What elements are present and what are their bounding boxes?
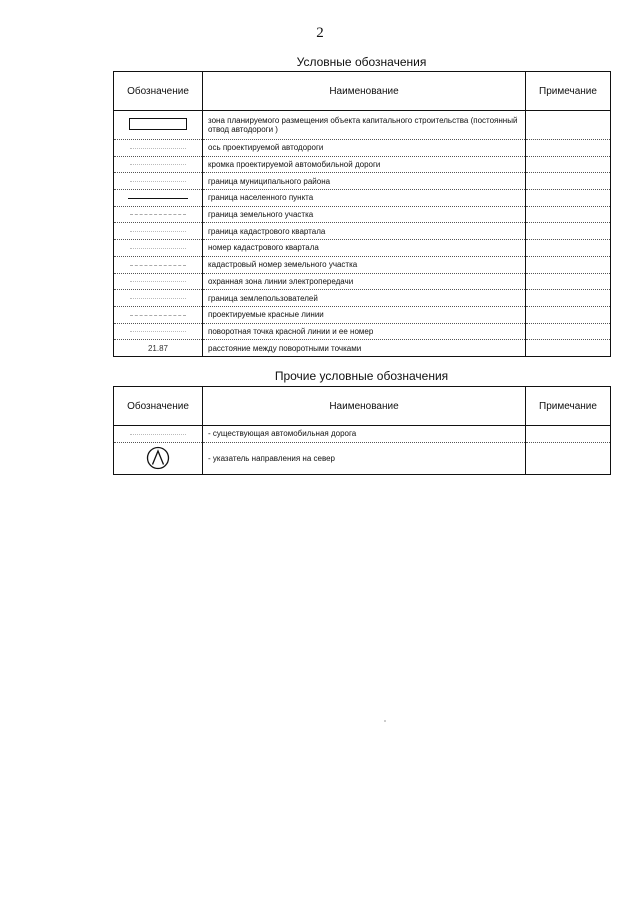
table-row: [114, 156, 611, 173]
name-cell: ось проектируемой автодороги: [203, 140, 526, 157]
name-cell: кромка проектируемой автомобильной дороги: [203, 156, 526, 173]
symbol-cell: [114, 223, 203, 240]
symbol-cell: [114, 306, 203, 323]
note-cell: [526, 223, 611, 240]
note-column-header: Примечание: [526, 387, 611, 426]
name-cell: зона планируемого размещения объекта капитального строительства (постоянный отвод автодороги ): [203, 111, 526, 140]
symbol-cell: [114, 340, 203, 357]
note-cell: [526, 156, 611, 173]
turning-point-icon: [130, 331, 186, 332]
name-cell: охранная зона линии электропередачи: [203, 273, 526, 290]
other-legend-table: [113, 386, 611, 475]
note-cell: [526, 111, 611, 140]
land-plot-border-icon: [130, 214, 186, 215]
note-cell: [526, 340, 611, 357]
north-arrow-icon: [146, 446, 170, 470]
table-row: [114, 426, 611, 443]
symbol-cell: [114, 240, 203, 257]
table-row: [114, 240, 611, 257]
name-cell: - указатель направления на север: [203, 442, 526, 474]
table-row: [114, 306, 611, 323]
name-cell: поворотная точка красной линии и ее номер: [203, 323, 526, 340]
symbol-cell: [114, 273, 203, 290]
table-row: [114, 140, 611, 157]
scan-speck: [384, 720, 386, 722]
note-cell: [526, 206, 611, 223]
name-cell: граница муниципального района: [203, 173, 526, 190]
note-cell: [526, 273, 611, 290]
table-row: [114, 111, 611, 140]
symbol-cell: [114, 111, 203, 140]
distance-value: 21.87: [147, 343, 169, 353]
name-cell: граница землепользователей: [203, 290, 526, 307]
page-number: 2: [316, 25, 324, 41]
name-cell: расстояние между поворотными точками: [203, 340, 526, 357]
name-cell: граница населенного пункта: [203, 190, 526, 207]
red-line-icon: [130, 315, 186, 316]
note-cell: [526, 256, 611, 273]
table-row: [114, 206, 611, 223]
table-row: [114, 290, 611, 307]
symbol-column-header: Обозначение: [114, 72, 203, 111]
name-cell: номер кадастрового квартала: [203, 240, 526, 257]
note-cell: [526, 290, 611, 307]
symbol-cell: [114, 156, 203, 173]
symbol-cell: [114, 173, 203, 190]
table-row: [114, 256, 611, 273]
note-column-header: Примечание: [526, 72, 611, 111]
land-user-border-icon: [130, 298, 186, 299]
name-cell: проектируемые красные линии: [203, 306, 526, 323]
note-cell: [526, 140, 611, 157]
settlement-border-icon: [128, 198, 188, 199]
name-column-header: Наименование: [203, 72, 526, 111]
name-cell: - существующая автомобильная дорога: [203, 426, 526, 443]
existing-road-icon: [130, 434, 186, 435]
note-cell: [526, 190, 611, 207]
power-line-zone-icon: [130, 281, 186, 282]
edge-line-icon: [130, 164, 186, 165]
symbol-cell: [114, 290, 203, 307]
note-cell: [526, 173, 611, 190]
symbol-cell: [114, 442, 203, 474]
name-column-header: Наименование: [203, 387, 526, 426]
legend-title: Условные обозначения: [296, 55, 427, 69]
cadastral-block-number-icon: [130, 248, 186, 249]
hatched-rect-icon: [129, 118, 187, 130]
symbol-cell: [114, 426, 203, 443]
symbol-cell: [114, 256, 203, 273]
legend-header-row: [114, 72, 611, 111]
note-cell: [526, 323, 611, 340]
table-row: [114, 223, 611, 240]
symbol-cell: [114, 190, 203, 207]
name-cell: граница земельного участка: [203, 206, 526, 223]
note-cell: [526, 426, 611, 443]
name-cell: кадастровый номер земельного участка: [203, 256, 526, 273]
table-row: [114, 340, 611, 357]
symbol-column-header: Обозначение: [114, 387, 203, 426]
note-cell: [526, 442, 611, 474]
symbol-cell: [114, 206, 203, 223]
cadastral-plot-number-icon: [130, 265, 186, 266]
note-cell: [526, 240, 611, 257]
other-legend-header-row: [114, 387, 611, 426]
table-row: [114, 273, 611, 290]
municipal-border-icon: [130, 181, 186, 182]
symbol-cell: [114, 323, 203, 340]
legend-table: [113, 71, 611, 357]
table-row: [114, 190, 611, 207]
cadastral-block-border-icon: [130, 231, 186, 232]
table-row: [114, 323, 611, 340]
axis-line-icon: [130, 148, 186, 149]
symbol-cell: [114, 140, 203, 157]
other-legend-title: Прочие условные обозначения: [274, 369, 449, 383]
name-cell: граница кадастрового квартала: [203, 223, 526, 240]
note-cell: [526, 306, 611, 323]
table-row: [114, 173, 611, 190]
table-row: [114, 442, 611, 474]
